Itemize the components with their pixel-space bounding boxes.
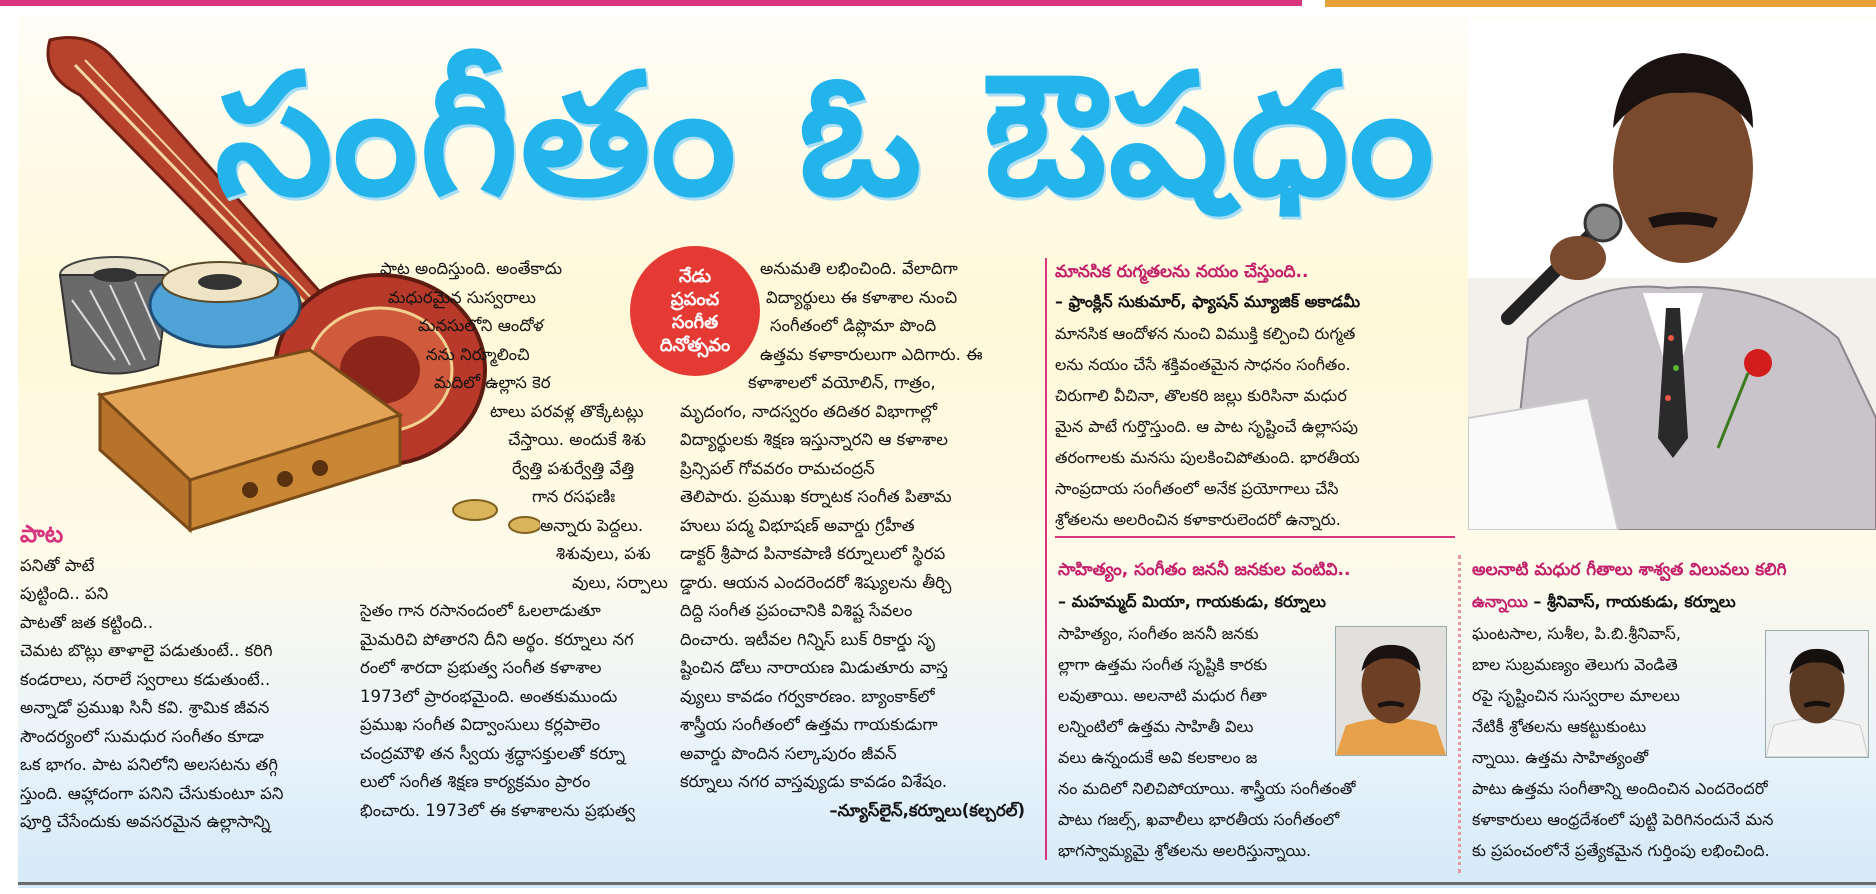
text-line: బాల సుబ్రమణ్యం తెలుగు వెండితె bbox=[1472, 655, 1678, 674]
text-line: దించారు. ఇటీవల గిన్నిస్ బుక్ రికార్డు సృ bbox=[680, 629, 935, 649]
text-line: డ్డారు. ఆయన ఎందరెందరో శిష్యులను తీర్చి bbox=[680, 572, 952, 592]
text-line: రంలో శారదా ప్రభుత్వ సంగీత కళాశాల bbox=[360, 658, 602, 677]
top-color-bar bbox=[0, 0, 1302, 6]
text-line: విద్యార్థులకు శిక్షణ ఇస్తున్నారని ఆ కళాశాల bbox=[680, 430, 948, 449]
text-line: పూర్తి చేసేందుకు అవసరమైన ఉల్లాసాన్ని bbox=[20, 812, 271, 831]
text-line: కళాశాలలో వయోలిన్, గాత్రం, bbox=[748, 373, 936, 392]
text-line: మైమరిచి పోతారని దీని అర్థం. కర్నూలు నగ bbox=[360, 629, 634, 649]
text-line: డాక్టర్ శ్రీపాద పినాకపాణి కర్నూలులో స్థిరప bbox=[680, 544, 946, 563]
section-title: మానసిక రుగ్మతలను నయం చేస్తుంది.. bbox=[1055, 262, 1309, 282]
badge-line: ప్రపంచ bbox=[670, 289, 720, 310]
text-line: గాన రసఫణిః bbox=[532, 487, 616, 506]
dropcap-line bbox=[20, 520, 350, 552]
text-line: శ్రోతలను అలరించిన కళాకారులెందరో ఉన్నారు. bbox=[1055, 510, 1341, 529]
text-line: మనసులోని ఆందోళ bbox=[418, 316, 544, 335]
text-line: 1973లో ప్రారంభమైంది. అంతకుముందు bbox=[360, 686, 618, 706]
text-line: ఒక భాగం. పాట పనిలోని అలసటను తగ్గి bbox=[20, 755, 278, 774]
text-line: నం మదిలో నిలిచిపోయాయి. శాస్త్రీయ సంగీతంతో bbox=[1058, 779, 1356, 798]
top-color-bar-right bbox=[1325, 0, 1876, 7]
text-line: మృదంగం, నాదస్వరం తదితర విభాగాల్లో bbox=[680, 401, 937, 421]
text-line: పాటు ఉత్తమ సంగీతాన్ని అందించిన ఎందరెందరో bbox=[1472, 779, 1768, 798]
section-divider bbox=[1055, 536, 1455, 538]
text-line: వులు, సర్పాలు bbox=[572, 572, 668, 592]
text-line: టాలు పరవళ్ల తొక్కేటట్లు bbox=[490, 401, 644, 421]
text-line: వ్యులు కావడం గర్వకారణం. బ్యాంకాక్‌లో bbox=[680, 686, 935, 706]
section-title: సాహిత్యం, సంగీతం జననీ జనకుల వంటివి.. bbox=[1058, 560, 1351, 580]
byline-credit: – శ్రీనివాస్, గాయకుడు, కర్నూలు bbox=[1533, 592, 1736, 611]
portrait-photo-mahammad bbox=[1335, 626, 1447, 756]
text-line: పాటు గజల్స్, ఖవాలీలు భారతీయ సంగీతంలో bbox=[1058, 810, 1340, 829]
text-line: ర్వేత్తి పశుర్వేత్తి వేత్తి bbox=[512, 458, 635, 478]
text-line: లవుతాయి. అలనాటి మధుర గీతా bbox=[1058, 686, 1267, 705]
text-line: స్తుంది. ఆహ్లాదంగా పనిని చేసుకుంటూ పని bbox=[20, 783, 284, 803]
text-line: మదిలో ఉల్లాస కెర bbox=[434, 373, 551, 392]
text-line: సాహిత్యం, సంగీతం జననీ జనకు bbox=[1058, 624, 1259, 643]
text-line: అవార్డు పొందిన సల్కాపురం జీవన్ bbox=[680, 743, 897, 763]
section-byline: – ఫ్రాంక్లిన్ సుకుమార్, ఫ్యాషన్ మ్యూజిక్ అకాడమీ bbox=[1055, 292, 1361, 311]
dropcap: పాట bbox=[20, 520, 64, 548]
text-line: వలు ఉన్నందుకే అవి కలకాలం జ bbox=[1058, 748, 1258, 767]
singer-photo bbox=[1468, 18, 1876, 530]
text-line: సైతం గాన రసానందంలో ఓలలాడుతూ bbox=[360, 601, 601, 620]
text-line: నేటికీ శ్రోతలను ఆకట్టుకుంటు bbox=[1472, 717, 1647, 736]
text-line: శిశువులు, పశు bbox=[556, 544, 651, 563]
text-line: పుట్టింది.. పని bbox=[20, 584, 109, 603]
text-line: పనితో పాటే bbox=[20, 555, 95, 575]
badge-line: నేడు bbox=[678, 266, 712, 287]
text-line: న్నాయి. ఉత్తమ సాహిత్యంతో bbox=[1472, 748, 1649, 767]
text-line: లను నయం చేసే శక్తివంతమైన సాధనం సంగీతం. bbox=[1055, 355, 1351, 374]
text-line: ల్లాగా ఉత్తమ సంగీత సృష్టికి కారకు bbox=[1058, 655, 1268, 674]
text-line: నను నిర్మూలించి bbox=[426, 344, 530, 364]
article-column-3 bbox=[680, 255, 1025, 825]
text-line: అన్నాడో ప్రముఖ సినీ కవి. శ్రామిక జీవన bbox=[20, 698, 270, 717]
text-line: సంగీతంలో డిప్లొమా పొంది bbox=[770, 316, 937, 335]
news-credit: –న్యూస్‌లైన్,కర్నూలు(కల్చరల్) bbox=[829, 800, 1025, 820]
text-line: అన్నారు పెద్దలు. bbox=[540, 515, 644, 535]
text-line: చిరుగాలి వీచినా, తొలకరి జల్లు కురిసినా మధుర bbox=[1055, 386, 1347, 405]
text-line: తెలిపారు. ప్రముఖ కర్నాటక సంగీత పితామ bbox=[680, 487, 952, 506]
text-line: మానసిక ఆందోళన నుంచి విముక్తి కల్పించి రుగ్మత bbox=[1055, 324, 1356, 343]
text-line: మధురమైన సుస్వరాలు bbox=[388, 287, 537, 307]
section-byline bbox=[1472, 592, 1736, 615]
text-line: పాటతో జత కట్టింది.. bbox=[20, 612, 154, 632]
section-body bbox=[1055, 318, 1465, 535]
badge-line: సంగీత bbox=[671, 312, 719, 333]
text-line: అనుమతి లభించింది. వేలాదిగా bbox=[760, 259, 958, 278]
text-line: ప్రముఖ సంగీత విద్వాంసులు కర్లపాలెం bbox=[360, 715, 601, 734]
text-line: విద్యార్థులు ఈ కళాశాల నుంచి bbox=[766, 287, 958, 307]
text-line: ఘంటసాల, సుశీల, పి.బి.శ్రీనివాస్, bbox=[1472, 624, 1681, 643]
text-line: భాగస్వామ్యమై శ్రోతలను అలరిస్తున్నాయి. bbox=[1058, 841, 1312, 860]
text-line: భించారు. 1973లో ఈ కళాశాలను ప్రభుత్వ bbox=[360, 800, 636, 820]
text-line: చంద్రమౌళి తన స్వీయ శ్రద్ధాసక్తులతో కర్నూ bbox=[360, 743, 626, 763]
section-byline: – మహమ్మద్ మియా, గాయకుడు, కర్నూలు bbox=[1058, 592, 1326, 611]
text-line: పాట అందిస్తుంది. అంతేకాదు bbox=[380, 259, 563, 278]
text-line: చేస్తాయి. అందుకే శిశు bbox=[508, 430, 646, 449]
article-column-2 bbox=[360, 255, 685, 825]
text-line: సౌందర్యంలో సుమధుర సంగీతం కూడా bbox=[20, 726, 264, 746]
section-title: అలనాటి మధుర గీతాలు శాశ్వత విలువలు కలిగి bbox=[1472, 560, 1787, 580]
article-column-1 bbox=[20, 520, 350, 837]
text-line: శాస్త్రీయ సంగీతంలో ఉత్తమ గాయకుడుగా bbox=[680, 715, 938, 734]
text-line: తరంగాలకు మనసు పులకించిపోతుంది. భారతీయ bbox=[1055, 448, 1360, 467]
text-line: దిద్ది సంగీత ప్రపంచానికి విశిష్ట సేవలం bbox=[680, 601, 913, 620]
text-line: కు ప్రపంచంలోనే ప్రత్యేకమైన గుర్తింపు లభించింది. bbox=[1472, 841, 1770, 860]
column-divider-dotted bbox=[1458, 555, 1461, 873]
text-line: కళాకారులు ఆంధ్రదేశంలో పుట్టి పెరిగినందునే మన bbox=[1472, 810, 1774, 829]
badge-line: దినోత్సవం bbox=[659, 335, 731, 356]
text-line: హులు పద్మ విభూషణ్ అవార్డు గ్రహీత bbox=[680, 515, 915, 535]
text-line: చెమట బొట్లు తాళాలై పడుతుంటే.. కరిగి bbox=[20, 641, 273, 660]
column-divider bbox=[1045, 258, 1047, 860]
bottom-rule bbox=[18, 882, 1876, 885]
byline-lead: ఉన్నాయి bbox=[1472, 592, 1528, 611]
text-line: ష్టించిన డోలు నారాయణ మిడుతూరు వాస్త bbox=[680, 658, 948, 677]
portrait-photo-srinivas bbox=[1765, 630, 1869, 758]
text-line: ప్రిన్సిపల్ గోవవరం రామచంద్రన్ bbox=[680, 458, 875, 478]
text-line: కర్నూలు నగర వాస్తవ్యుడు కావడం విశేషం. bbox=[680, 772, 948, 791]
text-line: లులో సంగీత శిక్షణ కార్యక్రమం ప్రారం bbox=[360, 772, 591, 791]
text-line: ఉత్తమ కళాకారులుగా ఎదిగారు. ఈ bbox=[760, 344, 983, 364]
text-line: రపై సృష్టించిన సుస్వరాల మాలలు bbox=[1472, 686, 1680, 705]
headline: సంగీతం ఓ ఔషధం bbox=[215, 37, 1437, 233]
text-line: కండరాలు, నరాలే స్వరాలు కడుతుంటే.. bbox=[20, 669, 271, 689]
text-line: మైన పాటే గుర్తొస్తుంది. ఆ పాట సృష్టించే ఉల్లాసపు bbox=[1055, 417, 1359, 436]
text-line: లన్నింటిలో ఉత్తమ సాహితీ విలు bbox=[1058, 717, 1254, 736]
text-line: సాంప్రదాయ సంగీతంలో అనేక ప్రయోగాలు చేసి bbox=[1055, 479, 1339, 498]
